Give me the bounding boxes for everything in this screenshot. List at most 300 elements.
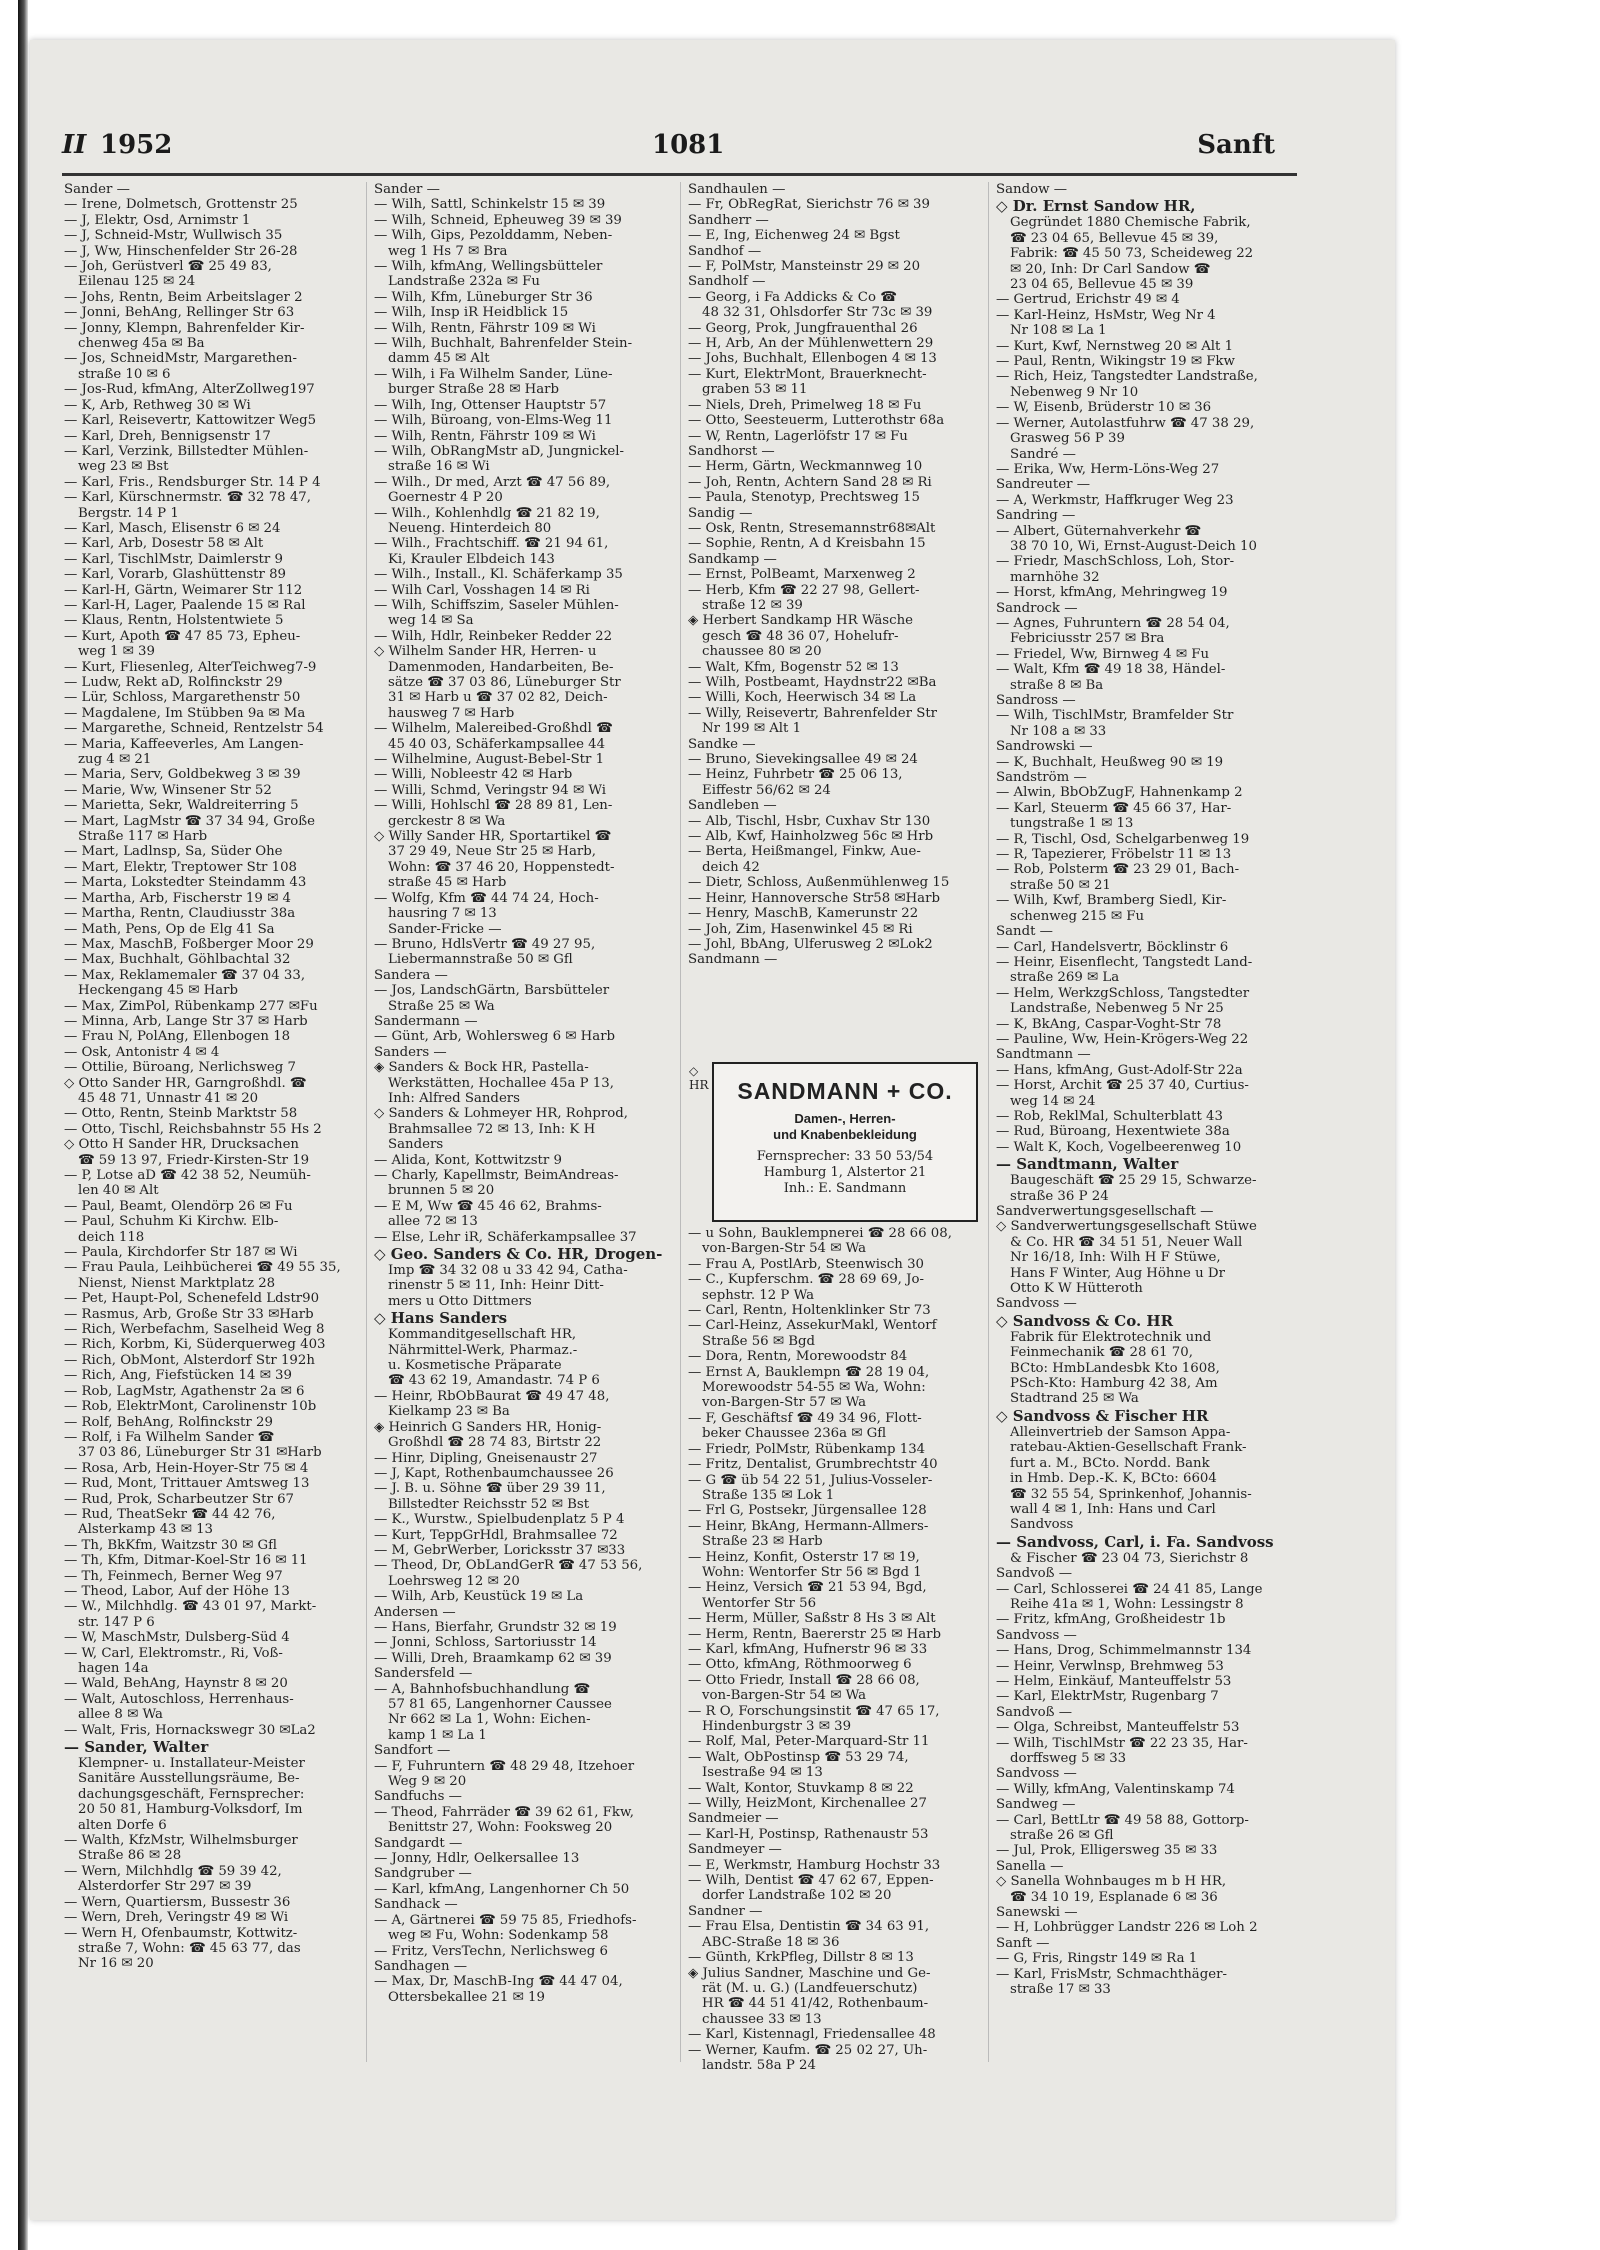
directory-line: Sandmeyer — — [688, 1842, 782, 1858]
directory-line: Sander — — [64, 182, 130, 197]
directory-line: Sandleben — — [688, 798, 777, 814]
directory-line: — Hans, kfmAng, Gust-Adolf-Str 22a — [996, 1062, 1243, 1078]
directory-line: — Helm, WerkzgSchloss, Tangstedter — [996, 985, 1250, 1001]
directory-line: Sandvoss — — [996, 1766, 1077, 1782]
directory-line: Febriciusstr 257 ✉ Bra — [1010, 631, 1165, 647]
directory-line: — Walt, Kontor, Stuvkamp 8 ✉ 22 — [688, 1780, 914, 1796]
sandmann-advertisement — [712, 1062, 978, 1222]
directory-line: kamp 1 ✉ La 1 — [388, 1727, 487, 1743]
directory-line: — Wilh, TischlMstr ☎ 22 23 35, Har- — [996, 1735, 1248, 1751]
directory-line: Eiffestr 56/62 ✉ 24 — [702, 782, 831, 798]
directory-line: rinenstr 5 ✉ 11, Inh: Heinr Ditt- — [388, 1278, 604, 1294]
directory-line: — Karl-H, Postinsp, Rathenaustr 53 — [688, 1826, 929, 1842]
directory-line: tungstraße 1 ✉ 13 — [1010, 816, 1134, 832]
directory-line: — Walt, Kfm, Bogenstr 52 ✉ 13 — [688, 659, 899, 675]
directory-line: — Rolf, Mal, Peter-Marquard-Str 11 — [688, 1734, 930, 1750]
directory-line: Sandera — — [374, 967, 448, 983]
directory-line: ◇ Sanella Wohnbauges m b H HR, — [996, 1874, 1227, 1890]
directory-line: — Wilh, TischlMstr, Bramfelder Str — [996, 708, 1234, 724]
directory-line: — Rob, Polsterm ☎ 23 29 01, Bach- — [996, 862, 1240, 878]
directory-line: Morewoodstr 54-55 ✉ Wa, Wohn: — [702, 1380, 926, 1396]
directory-line: — Walth, KfzMstr, Wilhelmsburger — [64, 1833, 298, 1849]
directory-line: straße 12 ✉ 39 — [702, 597, 803, 613]
directory-line: — Wolfg, Kfm ☎ 44 74 24, Hoch- — [374, 890, 599, 906]
directory-line: — Alida, Kont, Kottwitzstr 9 — [374, 1152, 562, 1168]
directory-line: — Georg, i Fa Addicks & Co ☎ — [688, 289, 897, 305]
directory-line: — Margarethe, Schneid, Rentzelstr 54 — [64, 721, 324, 737]
directory-line: — K., Wurstw., Spielbudenplatz 5 P 4 — [374, 1512, 625, 1528]
directory-line: ◇ Sandverwertungsgesellschaft Stüwe — [996, 1219, 1257, 1235]
directory-line: — Karl, kfmAng, Hufnerstr 96 ✉ 33 — [688, 1641, 928, 1657]
directory-line: Weg 9 ✉ 20 — [388, 1774, 467, 1790]
directory-line: damm 45 ✉ Alt — [388, 351, 490, 367]
ad-phone: Fernsprecher: 33 50 53/54 — [756, 1149, 934, 1164]
directory-line: 31 ✉ Harb u ☎ 37 02 82, Deich- — [388, 690, 608, 706]
header-rule — [62, 173, 1297, 176]
directory-line: — Marta, Lokstedter Steindamm 43 — [64, 875, 307, 891]
directory-line: — Georg, Prok, Jungfrauenthal 26 — [688, 320, 918, 336]
directory-line: — Kurt, Apoth ☎ 47 85 73, Epheu- — [64, 628, 301, 644]
directory-line: Nr 662 ✉ La 1, Wohn: Eichen- — [388, 1712, 591, 1728]
directory-line: — K, Buchhalt, Heußweg 90 ✉ 19 — [996, 754, 1224, 770]
directory-line: zug 4 ✉ 21 — [78, 752, 152, 768]
directory-line: — Werner, Autolastfuhrw ☎ 47 38 29, — [996, 415, 1255, 431]
directory-line: — Jonny, Hdlr, Oelkersallee 13 — [374, 1851, 580, 1867]
directory-line: Alsterdorfer Str 297 ✉ 39 — [78, 1879, 252, 1895]
directory-line: — E M, Ww ☎ 45 46 62, Brahms- — [374, 1198, 602, 1214]
directory-line: — Marietta, Sekr, Waldreiterring 5 — [64, 798, 299, 814]
directory-line: — Max, Reklamemaler ☎ 37 04 33, — [64, 967, 306, 983]
directory-line: Gegründet 1880 Chemische Fabrik, — [1010, 215, 1251, 231]
directory-line: — Frau A, PostlArb, Steenwisch 30 — [688, 1256, 925, 1272]
directory-line: — Horst, Archit ☎ 25 37 40, Curtius- — [996, 1078, 1249, 1094]
directory-line: Nährmittel-Werk, Pharmaz.- — [388, 1342, 578, 1358]
directory-line: — Herb, Kfm ☎ 22 27 98, Gellert- — [688, 582, 920, 598]
directory-line: — Ottilie, Büroang, Nerlichsweg 7 — [64, 1060, 296, 1076]
directory-line: straße 36 P 24 — [1010, 1188, 1109, 1204]
directory-line: — Heinr, Eisenflecht, Tangstedt Land- — [996, 954, 1253, 970]
directory-line: ☎ 23 04 65, Bellevue 45 ✉ 39, — [1010, 230, 1219, 246]
directory-line: — Wilh, Kwf, Bramberg Siedl, Kir- — [996, 893, 1227, 909]
directory-line: — Irene, Dolmetsch, Grottenstr 25 — [64, 197, 298, 213]
directory-line: Hindenburgstr 3 ✉ 39 — [702, 1719, 852, 1734]
directory-line: — Karl, Fris., Rendsburger Str. 14 P 4 — [64, 474, 321, 490]
directory-line: Straße 25 ✉ Wa — [388, 998, 495, 1014]
directory-line: — Wilh Carl, Vosshagen 14 ✉ Ri — [374, 582, 590, 598]
directory-line: weg 23 ✉ Bst — [78, 459, 169, 475]
directory-line: — Wilhelm, Malereibed-Großhdl ☎ — [374, 721, 613, 737]
directory-line: — J, Kapt, Rothenbaumchaussee 26 — [374, 1465, 614, 1481]
directory-line: — Heinr, Hannoversche Str58 ✉Harb — [688, 890, 940, 906]
directory-line: — Willy, kfmAng, Valentinskamp 74 — [996, 1781, 1235, 1797]
directory-line: — Walt, Autoschloss, Herrenhaus- — [64, 1691, 294, 1707]
directory-line: — Max, MaschB, Foßberger Moor 29 — [64, 936, 314, 952]
directory-line: — Jos-Rud, kfmAng, AlterZollweg197 — [64, 382, 315, 398]
directory-line: — Wilh, Schiffszim, Saseler Mühlen- — [374, 597, 619, 613]
directory-line: — Walt K, Koch, Vogelbeerenweg 10 — [996, 1139, 1242, 1155]
directory-line: Sanitäre Ausstellungsräume, Be- — [78, 1771, 300, 1787]
directory-line: — Ludw, Rekt aD, Rolfinckstr 29 — [64, 675, 283, 690]
directory-line: Sandkamp — — [688, 551, 777, 567]
directory-line: — Friedr, MaschSchloss, Loh, Stor- — [996, 554, 1235, 570]
directory-line: straße 8 ✉ Ba — [1010, 677, 1104, 693]
directory-line: Stadtrand 25 ✉ Wa — [1010, 1391, 1139, 1407]
ad-address: Hamburg 1, Alstertor 21 — [763, 1165, 927, 1180]
directory-line: — Erika, Ww, Herm-Löns-Weg 27 — [996, 461, 1220, 477]
directory-line: Nr 108 a ✉ 33 — [1010, 723, 1107, 739]
directory-line: — Karl, Kürschnermstr. ☎ 32 78 47, — [64, 490, 311, 506]
directory-line: — Ernst, PolBeamt, Marxenweg 2 — [688, 567, 916, 583]
directory-line: — Paul, Beamt, Olendörp 26 ✉ Fu — [64, 1198, 293, 1214]
directory-line: — Rob, ElektrMont, Carolinenstr 10b — [64, 1399, 317, 1415]
directory-line: sephstr. 12 P Wa — [702, 1287, 815, 1303]
directory-line: ◈ Sanders & Bock HR, Pastella- — [374, 1060, 589, 1076]
directory-line: — Sandtmann, Walter — [996, 1155, 1179, 1174]
directory-line: ◇ Geo. Sanders & Co. HR, Drogen- — [374, 1245, 663, 1264]
directory-line: — F, Geschäftsf ☎ 49 34 96, Flott- — [688, 1410, 922, 1426]
directory-line: Sandt — — [996, 924, 1053, 940]
directory-line: Fabrik: ☎ 45 50 73, Scheideweg 22 — [1010, 246, 1254, 262]
directory-line: — Heinz, Versich ☎ 21 53 94, Bgd, — [688, 1580, 927, 1596]
column-4 — [996, 182, 1286, 2062]
directory-line: wall 4 ✉ 1, Inh: Hans und Carl — [1010, 1501, 1216, 1517]
directory-line: — Marie, Ww, Winsener Str 52 — [64, 782, 272, 798]
directory-line: Sanders — — [374, 1044, 447, 1060]
directory-line: — Klaus, Rentn, Holstentwiete 5 — [64, 613, 284, 629]
directory-line: — Karl, ElektrMstr, Rugenbarg 7 — [996, 1689, 1219, 1705]
directory-line: — Frau Paula, Leihbücherei ☎ 49 55 35, — [64, 1260, 341, 1276]
directory-line: Sandtmann — — [996, 1047, 1091, 1063]
directory-line: ◇ Otto H Sander HR, Drucksachen — [64, 1137, 300, 1153]
directory-line: 20 50 81, Hamburg-Volksdorf, Im — [78, 1802, 303, 1818]
directory-line: — Karl, Steuerm ☎ 45 66 37, Har- — [996, 800, 1232, 816]
ad-marker-symbol: ◇ — [689, 1064, 699, 1078]
directory-line: allee 72 ✉ 13 — [388, 1214, 478, 1230]
directory-line: — Hans, Bierfahr, Grundstr 32 ✉ 19 — [374, 1619, 617, 1635]
directory-line: Sandow — — [996, 182, 1068, 197]
directory-line: — Karl, Dreh, Bennigsenstr 17 — [64, 428, 271, 444]
directory-line: Damenmoden, Handarbeiten, Be- — [388, 659, 614, 675]
directory-line: — Charly, Kapellmstr, BeimAndreas- — [374, 1168, 619, 1183]
directory-line: sätze ☎ 37 03 86, Lüneburger Str — [388, 675, 621, 690]
directory-line: — W., Milchhdlg. ☎ 43 01 97, Markt- — [64, 1599, 317, 1615]
directory-line: — Kurt, Fliesenleg, AlterTeichweg7-9 — [64, 659, 317, 675]
directory-line: Straße 23 ✉ Harb — [702, 1534, 823, 1550]
directory-line: Eilenau 125 ✉ 24 — [78, 274, 196, 290]
directory-line: — Mart, Elektr, Treptower Str 108 — [64, 859, 298, 875]
directory-line: — Karl-H, Lager, Paalende 15 ✉ Ral — [64, 597, 306, 613]
directory-line: — Jonny, Klempn, Bahrenfelder Kir- — [64, 320, 305, 336]
directory-line: — J, Schneid-Mstr, Wullwisch 35 — [64, 228, 283, 244]
directory-line: — Rob, ReklMal, Schulterblatt 43 — [996, 1108, 1223, 1124]
directory-line: — Sander, Walter — [64, 1738, 209, 1757]
directory-line: straße 16 ✉ Wi — [388, 459, 490, 475]
directory-line: Sander — — [374, 182, 440, 197]
directory-line: von-Bargen-Str 54 ✉ Wa — [702, 1688, 867, 1704]
directory-line: mers u Otto Dittmers — [388, 1293, 532, 1309]
directory-line: — Werner, Kaufm. ☎ 25 02 27, Uh- — [688, 2042, 928, 2058]
directory-line: — Friedr, PolMstr, Rübenkamp 134 — [688, 1441, 926, 1457]
directory-line: — Heinz, Konfit, Osterstr 17 ✉ 19, — [688, 1549, 920, 1565]
directory-line: — Otto, Rentn, Steinb Marktstr 58 — [64, 1106, 298, 1122]
directory-line: 23 04 65, Bellevue 45 ✉ 39 — [1010, 277, 1194, 293]
directory-line: — Wilh, kfmAng, Wellingsbütteler — [374, 259, 603, 275]
directory-line: Alsterkamp 43 ✉ 13 — [78, 1522, 214, 1538]
directory-line: — Wern H, Ofenbaumstr, Kottwitz- — [64, 1925, 298, 1941]
directory-line: — Wilh, Sattl, Schinkelstr 15 ✉ 39 — [374, 197, 606, 213]
directory-line: 45 48 71, Unnastr 41 ✉ 20 — [78, 1090, 259, 1106]
directory-line: — H, Arb, An der Mühlenwettern 29 — [688, 336, 934, 352]
directory-line: Sandfuchs — — [374, 1789, 462, 1805]
directory-line: Kommanditgesellschaft HR, — [388, 1327, 577, 1343]
directory-line: ◇ Sandvoss & Fischer HR — [996, 1406, 1209, 1425]
directory-line: Landstraße, Nebenweg 5 Nr 25 — [1010, 1001, 1224, 1017]
directory-line: — Karl, Kistennagl, Friedensallee 48 — [688, 2027, 936, 2043]
directory-line: — Theod, Fahrräder ☎ 39 62 61, Fkw, — [374, 1804, 634, 1820]
directory-line: — R, Tapezierer, Fröbelstr 11 ✉ 13 — [996, 847, 1232, 863]
directory-line: — Niels, Dreh, Primelweg 18 ✉ Fu — [688, 397, 922, 413]
directory-line: straße 50 ✉ 21 — [1010, 877, 1111, 893]
page-header — [62, 130, 1275, 166]
directory-line: — Rud, Büroang, Hexentwiete 38a — [996, 1124, 1230, 1140]
directory-line: Sandhack — — [374, 1897, 458, 1913]
directory-line: — A, Werkmstr, Haffkruger Weg 23 — [996, 492, 1234, 508]
directory-line: — Willi, Schmd, Veringstr 94 ✉ Wi — [374, 782, 607, 798]
directory-line: — Walt, Kfm ☎ 49 18 38, Händel- — [996, 662, 1226, 678]
directory-line: — Karl, TischlMstr, Daimlerstr 9 — [64, 551, 283, 567]
directory-line: Baugeschäft ☎ 25 29 15, Schwarze- — [1010, 1173, 1257, 1189]
directory-line: marnhöhe 32 — [1010, 569, 1100, 585]
directory-line: — Otto Friedr, Install ☎ 28 66 08, — [688, 1672, 920, 1688]
directory-line: ◇ Hans Sanders — [374, 1309, 508, 1328]
directory-line: — Heinr, RbObBaurat ☎ 49 47 48, — [374, 1388, 610, 1404]
directory-line: — Maria, Serv, Goldbekweg 3 ✉ 39 — [64, 767, 301, 783]
directory-line: — Wilh., Kohlenhdlg ☎ 21 82 19, — [374, 505, 600, 521]
directory-line: — Willi, Nobleestr 42 ✉ Harb — [374, 767, 573, 783]
directory-line: Goernestr 4 P 20 — [388, 490, 503, 506]
directory-line: — Karl, FrisMstr, Schmachthäger- — [996, 1966, 1227, 1982]
column-3-top — [688, 182, 978, 1060]
directory-line: Fabrik für Elektrotechnik und — [1010, 1329, 1212, 1345]
directory-line: Sanders — [388, 1137, 444, 1153]
directory-line: — Wilh, Postbeamt, Haydnstr22 ✉Ba — [688, 675, 937, 690]
directory-line: Sandfort — — [374, 1743, 451, 1759]
directory-line: Feinmechanik ☎ 28 61 70, — [1010, 1345, 1193, 1361]
directory-line: — Rosa, Arb, Hein-Hoyer-Str 75 ✉ 4 — [64, 1460, 309, 1476]
directory-line: Sandvoss — — [996, 1627, 1077, 1643]
directory-line: Wohn: Wentorfer Str 56 ✉ Bgd 1 — [702, 1564, 922, 1580]
directory-line: — Wilh, Rentn, Fährstr 109 ✉ Wi — [374, 320, 596, 336]
directory-line: str. 147 P 6 — [78, 1614, 155, 1630]
directory-line: — Jos, SchneidMstr, Margarethen- — [64, 351, 297, 367]
directory-line: ◈ Herbert Sandkamp HR Wäsche — [688, 613, 914, 629]
directory-line: ☎ 32 55 54, Sprinkenhof, Johannis- — [1010, 1486, 1252, 1502]
directory-line: — Rasmus, Arb, Große Str 33 ✉Harb — [64, 1306, 314, 1322]
directory-line: 37 29 49, Neue Str 25 ✉ Harb, — [388, 844, 596, 860]
directory-line: — Carl, Rentn, Holtenklinker Str 73 — [688, 1303, 931, 1319]
directory-line: von-Bargen-Str 57 ✉ Wa — [702, 1395, 867, 1411]
directory-line: 48 32 31, Ohlsdorfer Str 73c ✉ 39 — [702, 305, 933, 321]
directory-line: — Willi, Hohlschl ☎ 28 89 81, Len- — [374, 798, 613, 814]
directory-line: — F, Fuhruntern ☎ 48 29 48, Itzehoer — [374, 1758, 635, 1774]
directory-line: — Joh, Rentn, Achtern Sand 28 ✉ Ri — [688, 474, 932, 490]
directory-line: Sandersfeld — — [374, 1666, 473, 1682]
directory-line: — Kurt, TeppGrHdl, Brahmsallee 72 — [374, 1527, 618, 1543]
directory-line: — Bruno, Sievekingsallee 49 ✉ 24 — [688, 752, 918, 768]
directory-line: — Wilh, Buchhalt, Bahrenfelder Stein- — [374, 336, 633, 352]
directory-line: — Günth, KrkPfleg, Dillstr 8 ✉ 13 — [688, 1950, 914, 1966]
directory-line: Benittstr 27, Wohn: Fooksweg 20 — [388, 1820, 613, 1836]
directory-line: — Wern, Dreh, Veringstr 49 ✉ Wi — [64, 1910, 289, 1926]
directory-line: — E, Werkmstr, Hamburg Hochstr 33 — [688, 1857, 941, 1873]
directory-line: Sandring — — [996, 508, 1076, 524]
directory-line: Sandvoss — [1010, 1517, 1074, 1533]
directory-line: weg 14 ✉ 24 — [1010, 1093, 1096, 1109]
directory-line: gerckestr 8 ✉ Wa — [388, 813, 506, 829]
directory-line: — Maria, Kaffeeverles, Am Langen- — [64, 736, 304, 752]
directory-line: — Wilh., Frachtschiff. ☎ 21 94 61, — [374, 536, 609, 552]
directory-line: — Hans, Drog, Schimmelmannstr 134 — [996, 1643, 1252, 1659]
directory-line: — K, Arb, Rethweg 30 ✉ Wi — [64, 397, 251, 413]
directory-line: — Wilhelmine, August-Bebel-Str 1 — [374, 752, 605, 768]
directory-line: Nr 16/18, Inh: Wilh H F Stüwe, — [1010, 1250, 1221, 1266]
directory-line: — Ernst A, Bauklempn ☎ 28 19 04, — [688, 1364, 930, 1380]
directory-line: — Paul, Schuhm Ki Kirchw. Elb- — [64, 1214, 279, 1230]
directory-line: — Heinr, Verwlnsp, Brehmweg 53 — [996, 1658, 1224, 1674]
directory-line: — Martha, Rentn, Claudiusstr 38a — [64, 906, 296, 922]
directory-line: — Math, Pens, Op de Elg 41 Sa — [64, 921, 275, 937]
directory-line: dachungsgeschäft, Fernsprecher: — [78, 1786, 305, 1802]
directory-line: — Jos, LandschGärtn, Barsbütteler — [374, 983, 610, 999]
directory-line: straße 26 ✉ Gfl — [1010, 1828, 1114, 1844]
directory-line: Imp ☎ 34 32 08 u 33 42 94, Catha- — [388, 1263, 628, 1279]
directory-line: — Olga, Schreibst, Manteuffelstr 53 — [996, 1720, 1240, 1736]
directory-line: Sandström — — [996, 770, 1087, 786]
column-divider — [988, 182, 989, 2062]
directory-line: weg 14 ✉ Sa — [388, 613, 474, 629]
directory-line: — Johs, Rentn, Beim Arbeitslager 2 — [64, 289, 303, 305]
directory-line: — Berta, Heißmangel, Finkw, Aue- — [688, 844, 921, 860]
directory-line: — Else, Lehr iR, Schäferkampsallee 37 — [374, 1229, 637, 1245]
directory-line: — Kurt, Kwf, Nernstweg 20 ✉ Alt 1 — [996, 338, 1234, 354]
directory-line: Nebenweg 9 Nr 10 — [1010, 384, 1139, 400]
directory-line: Wentorfer Str 56 — [702, 1595, 817, 1611]
directory-line: — Herm, Rentn, Baererstr 25 ✉ Harb — [688, 1626, 942, 1642]
directory-line: — Otto, Tischl, Reichsbahnstr 55 Hs 2 — [64, 1121, 322, 1137]
directory-line: chaussee 33 ✉ 13 — [702, 2011, 822, 2027]
directory-line: Sandgruber — — [374, 1866, 472, 1882]
directory-line: PSch-Kto: Hamburg 42 38, Am — [1010, 1376, 1218, 1392]
directory-line: — Jonni, BehAng, Rellinger Str 63 — [64, 305, 295, 321]
directory-line: — Wilh, Gips, Pezolddamm, Neben- — [374, 228, 613, 244]
directory-line: — Walt, Fris, Hornackswegr 30 ✉La2 — [64, 1722, 316, 1738]
directory-line: & Fischer ☎ 23 04 73, Sierichstr 8 — [1010, 1550, 1249, 1566]
directory-line: — Karl, Verzink, Billstedter Mühlen- — [64, 443, 309, 459]
directory-line: — A, Bahnhofsbuchhandlung ☎ — [374, 1681, 591, 1697]
directory-line: Sandreuter — — [996, 477, 1090, 493]
directory-line: — Jonni, Schloss, Sartoriusstr 14 — [374, 1635, 597, 1651]
directory-line: — Karl, Arb, Dosestr 58 ✉ Alt — [64, 536, 264, 552]
directory-line: — Wilh, Ing, Ottenser Hauptstr 57 — [374, 397, 607, 413]
directory-line: — Rich, Ang, Fiefstücken 14 ✉ 39 — [64, 1368, 292, 1384]
directory-line: — Heinr, BkAng, Hermann-Allmers- — [688, 1518, 929, 1534]
directory-line: — Otto, kfmAng, Röthmoorweg 6 — [688, 1657, 912, 1673]
directory-line: Sandgardt — — [374, 1835, 463, 1851]
directory-line: ratebau-Aktien-Gesellschaft Frank- — [1010, 1440, 1247, 1456]
directory-line: — Carl, Handelsvertr, Böcklinstr 6 — [996, 939, 1229, 955]
directory-line: Brahmsallee 72 ✉ 13, Inh: K H — [388, 1121, 596, 1137]
directory-line: — J, Elektr, Osd, Arnimstr 1 — [64, 212, 251, 228]
directory-line: — A, Gärtnerei ☎ 59 75 85, Friedhofs- — [374, 1912, 637, 1928]
directory-line: — Th, Feinmech, Berner Weg 97 — [64, 1568, 283, 1584]
directory-line: — Max, Dr, MaschB-Ing ☎ 44 47 04, — [374, 1974, 623, 1990]
directory-line: ◇ Sanders & Lohmeyer HR, Rohprod, — [374, 1106, 628, 1122]
directory-line: — Mart, Ladlnsp, Sa, Süder Ohe — [64, 844, 283, 860]
directory-line: Sander-Fricke — — [388, 921, 502, 937]
directory-line: Sanella — — [996, 1858, 1064, 1874]
ad-marker-label: HR — [689, 1078, 709, 1092]
directory-line: Landstraße 232a ✉ Fu — [388, 274, 540, 290]
directory-line: Sandverwertungsgesellschaft — — [996, 1204, 1214, 1219]
directory-line: ABC-Straße 18 ✉ 36 — [702, 1934, 840, 1950]
directory-line: Sandholf — — [688, 274, 766, 290]
directory-line: — Fritz, Dentalist, Grumbrechtstr 40 — [688, 1457, 938, 1473]
directory-line: — W, Rentn, Lagerlöfstr 17 ✉ Fu — [688, 428, 908, 444]
directory-line: — Pet, Haupt-Pol, Schenefeld Ldstr90 — [64, 1291, 320, 1307]
directory-line: Klempner- u. Installateur-Meister — [78, 1756, 305, 1772]
directory-line: — Bruno, HdlsVertr ☎ 49 27 95, — [374, 936, 596, 952]
directory-line: Nienst, Nienst Marktplatz 28 — [78, 1275, 276, 1291]
directory-line: — Karl, Reisevertr, Kattowitzer Weg5 — [64, 413, 317, 429]
directory-line: — Rich, Heiz, Tangstedter Landstraße, — [996, 369, 1258, 385]
directory-line: — Carl, BettLtr ☎ 49 58 88, Gottorp- — [996, 1812, 1249, 1828]
directory-line: Sanft — — [996, 1935, 1050, 1951]
directory-line: & Co. HR ☎ 34 51 51, Neuer Wall — [1010, 1234, 1243, 1250]
directory-line: ☎ 59 13 97, Friedr-Kirsten-Str 19 — [78, 1152, 310, 1168]
directory-line: Sandmann — — [688, 952, 778, 968]
directory-line: Alleinvertrieb der Samson Appa- — [1010, 1424, 1231, 1440]
directory-line: — Fritz, kfmAng, Großheidestr 1b — [996, 1612, 1226, 1628]
directory-line: — Max, Buchhalt, Göhlbachtal 32 — [64, 952, 291, 968]
ad-subtitle-1: Damen-, Herren- — [794, 1111, 896, 1126]
directory-line: — C., Kupferschm. ☎ 28 69 69, Jo- — [688, 1272, 924, 1288]
directory-line: — Mart, LagMstr ☎ 37 34 94, Große — [64, 813, 316, 829]
ad-title: SANDMANN + CO. — [737, 1078, 953, 1104]
directory-line: — Wilh, Rentn, Fährstr 109 ✉ Wi — [374, 428, 596, 444]
directory-line: — Magdalene, Im Stübben 9a ✉ Ma — [64, 705, 306, 721]
directory-line: len 40 ✉ Alt — [78, 1183, 159, 1199]
page-binding-edge — [18, 0, 28, 2250]
directory-line: — Willy, Reisevertr, Bahrenfelder Str — [688, 705, 938, 721]
column-divider — [366, 182, 367, 2062]
directory-line: Sandherr — — [688, 212, 769, 228]
directory-line: — Hinr, Dipling, Gneisenaustr 27 — [374, 1450, 598, 1466]
directory-line: — Alb, Kwf, Hainholzweg 56c ✉ Hrb — [688, 829, 934, 845]
directory-line: Andersen — — [374, 1604, 456, 1620]
directory-line: alten Dorfe 6 — [78, 1817, 167, 1833]
directory-line: — Wilh, i Fa Wilhelm Sander, Lüne- — [374, 366, 613, 382]
directory-line: — Carl, Schlosserei ☎ 24 41 85, Lange — [996, 1581, 1263, 1597]
directory-line: — Wilh, Insp iR Heidblick 15 — [374, 305, 569, 321]
directory-line: — Herm, Müller, Saßstr 8 Hs 3 ✉ Alt — [688, 1611, 936, 1627]
directory-line: burger Straße 28 ✉ Harb — [388, 382, 560, 398]
directory-line: — Theod, Dr, ObLandGerR ☎ 47 53 56, — [374, 1558, 643, 1574]
directory-line: — Walt, ObPostinsp ☎ 53 29 74, — [688, 1749, 909, 1765]
directory-line: — Rich, Werbefachm, Saselheid Weg 8 — [64, 1322, 325, 1338]
directory-line: — Max, ZimPol, Rübenkamp 277 ✉Fu — [64, 998, 318, 1014]
directory-line: — Rud, Prok, Scharbeutzer Str 67 — [64, 1491, 294, 1507]
directory-line: — Th, BkKfm, Waitzstr 30 ✉ Gfl — [64, 1537, 277, 1553]
